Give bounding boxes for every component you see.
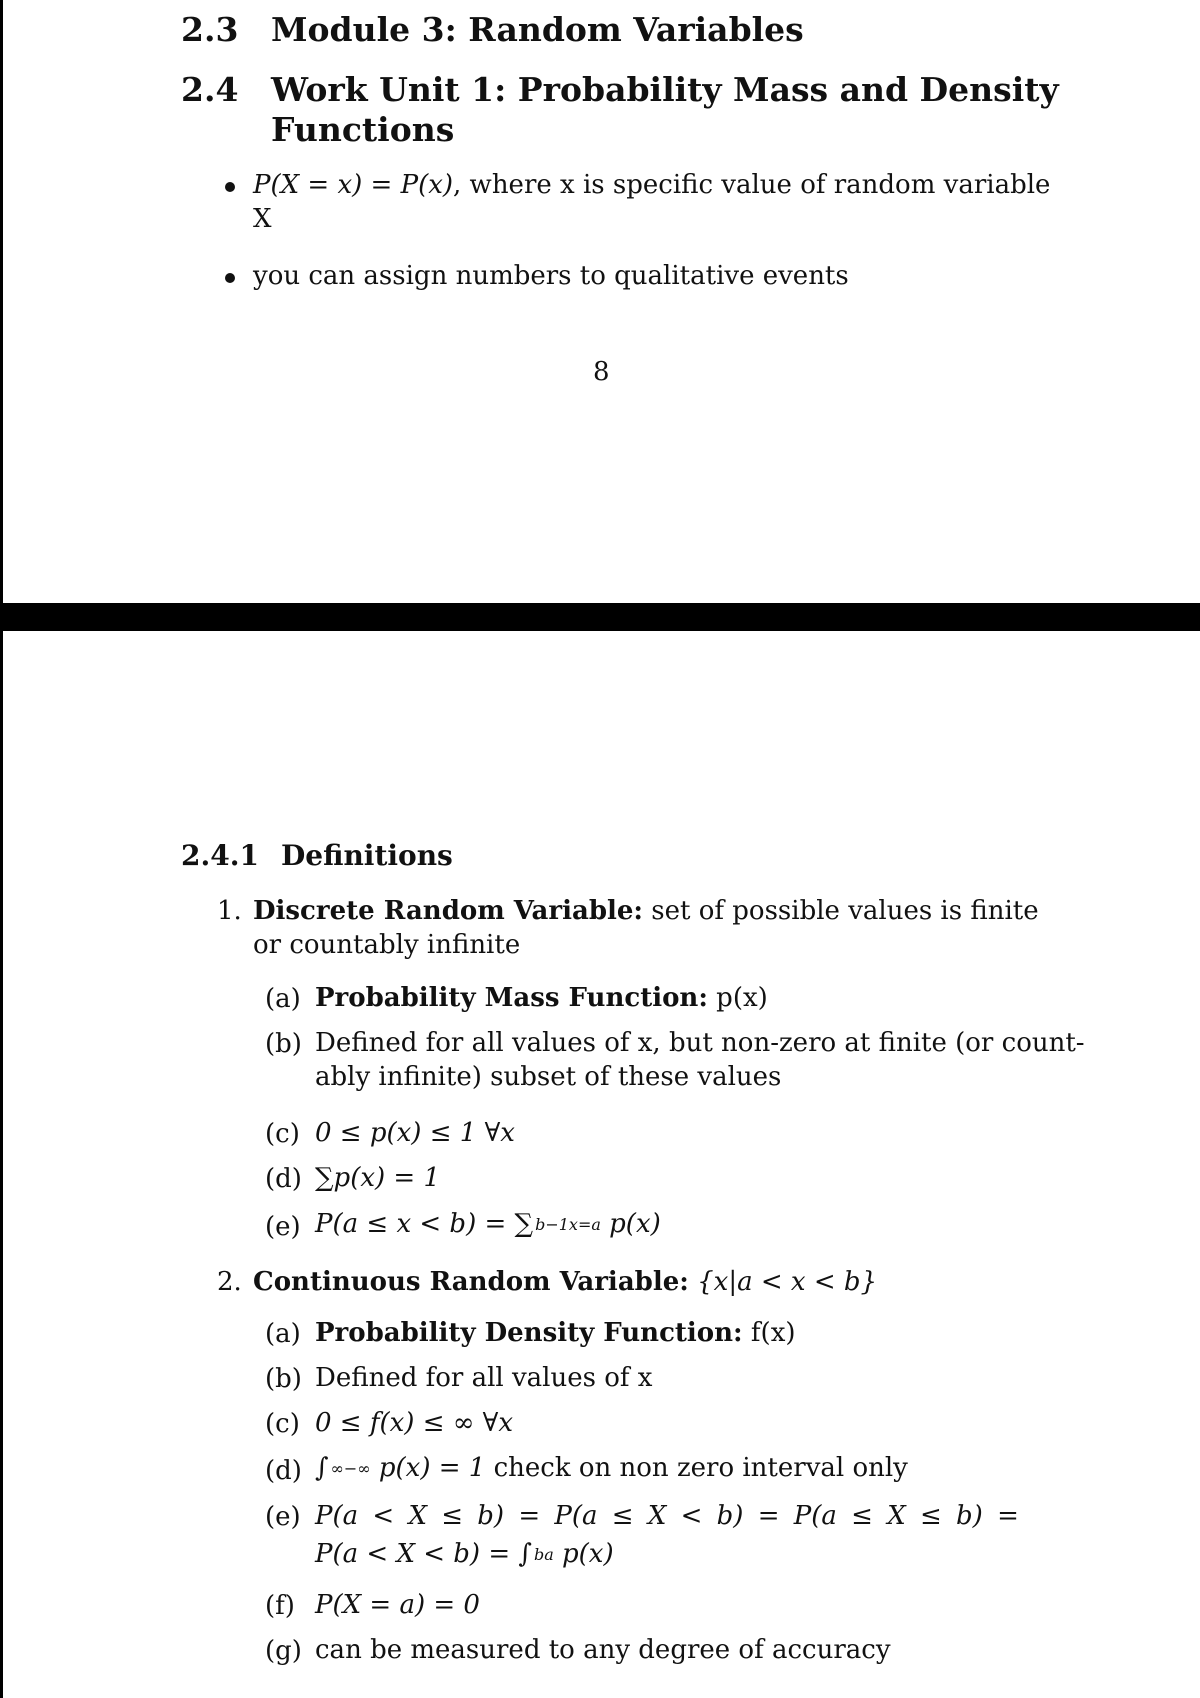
bullet-1-text: , where x is specific value of random variable bbox=[453, 170, 1051, 200]
integral-upper-limit: ∞ bbox=[330, 1459, 344, 1478]
item-2f-formula: P(X = a) = 0 bbox=[315, 1590, 480, 1620]
integral-sign: ∫ bbox=[315, 1453, 329, 1483]
section-2-4-title-line2: Functions bbox=[271, 110, 455, 149]
item-2b-text: Defined for all values of x bbox=[315, 1363, 653, 1393]
integral-lower-limit: a bbox=[544, 1545, 554, 1564]
item-2f-label: (f) bbox=[265, 1591, 295, 1621]
item-1c-math bbox=[315, 1116, 515, 1150]
integral-lower-limit: −∞ bbox=[343, 1459, 371, 1478]
bullet-1-line2: X bbox=[253, 204, 272, 234]
item-1c-label: (c) bbox=[265, 1119, 300, 1149]
subsection-title: Definitions bbox=[281, 839, 453, 872]
page-number: 8 bbox=[593, 357, 610, 387]
item-2e-formula-2-left: P(a < X < b) = ∫ bbox=[315, 1539, 532, 1569]
item-2d-label: (d) bbox=[265, 1456, 302, 1486]
item-2a-label: (a) bbox=[265, 1319, 301, 1349]
item-1e-limits bbox=[535, 1215, 601, 1234]
item-2d-formula: p(x) = 1 bbox=[370, 1453, 486, 1483]
item-1-title: Discrete Random Variable: bbox=[253, 896, 644, 926]
item-2-math: {x|a < x < b} bbox=[688, 1267, 878, 1297]
item-2b-label: (b) bbox=[265, 1364, 302, 1394]
page-top bbox=[0, 0, 1200, 603]
item-2-number: 2. bbox=[217, 1267, 242, 1297]
item-2e-label: (e) bbox=[265, 1502, 301, 1532]
item-2a-text bbox=[315, 1316, 796, 1350]
sum-upper-limit: b−1 bbox=[535, 1215, 569, 1234]
item-1d-formula: ∑p(x) = 1 bbox=[315, 1163, 441, 1193]
item-1a-text bbox=[315, 981, 768, 1015]
item-2f-math bbox=[315, 1588, 480, 1622]
section-2-4-number: 2.4 bbox=[181, 70, 239, 109]
item-2d-math bbox=[315, 1451, 908, 1485]
page-separator bbox=[0, 603, 1200, 631]
item-1e-formula-left: P(a ≤ x < b) = ∑ bbox=[315, 1209, 534, 1239]
item-1c-formula: 0 ≤ p(x) ≤ 1 ∀x bbox=[315, 1118, 515, 1148]
item-1b-line2: ably infinite) subset of these values bbox=[315, 1062, 782, 1092]
item-2e-formula-1: P(a < X ≤ b) = P(a ≤ X < b) = P(a ≤ X ≤ b) = bbox=[315, 1501, 1019, 1531]
item-2e-limits bbox=[533, 1545, 554, 1564]
item-1e-label: (e) bbox=[265, 1212, 301, 1242]
item-2e-line1 bbox=[315, 1499, 1019, 1533]
item-1b-label: (b) bbox=[265, 1029, 302, 1059]
bullet-1-line1 bbox=[253, 168, 1050, 202]
item-1-line1 bbox=[253, 894, 1039, 928]
item-1-desc: set of possible values is finite bbox=[643, 896, 1039, 926]
item-2c-formula: 0 ≤ f(x) ≤ ∞ ∀x bbox=[315, 1408, 514, 1438]
item-2d-limits bbox=[330, 1459, 371, 1478]
item-1e-math bbox=[315, 1207, 661, 1241]
item-1b-line1: Defined for all values of x, but non-zero at finite (or count- bbox=[315, 1028, 1085, 1058]
integral-upper-limit: b bbox=[533, 1545, 545, 1564]
item-2e-formula-2-right: p(x) bbox=[553, 1539, 614, 1569]
item-2a-bold: Probability Density Function: bbox=[315, 1318, 743, 1348]
subsection-number: 2.4.1 bbox=[181, 839, 259, 872]
item-1a-bold: Probability Mass Function: bbox=[315, 983, 708, 1013]
item-1e-formula-right: p(x) bbox=[600, 1209, 661, 1239]
section-2-3-title: Module 3: Random Variables bbox=[271, 10, 804, 49]
item-1a-value: p(x) bbox=[707, 983, 768, 1013]
item-2c-math bbox=[315, 1406, 513, 1440]
item-2g-label: (g) bbox=[265, 1636, 302, 1666]
item-2-title: Continuous Random Variable: bbox=[253, 1267, 689, 1297]
item-1-line2: or countably infinite bbox=[253, 930, 521, 960]
item-2-line1 bbox=[253, 1265, 877, 1299]
item-2g-text: can be measured to any degree of accuracy bbox=[315, 1635, 891, 1665]
bullet-2-text: you can assign numbers to qualitative events bbox=[253, 261, 849, 291]
item-2c-label: (c) bbox=[265, 1409, 300, 1439]
sum-lower-limit: x=a bbox=[568, 1215, 601, 1234]
item-1d-math bbox=[315, 1161, 440, 1195]
page-bottom bbox=[0, 631, 1200, 1698]
bullet-dot bbox=[225, 273, 235, 283]
item-1d-label: (d) bbox=[265, 1164, 302, 1194]
item-1-number: 1. bbox=[217, 896, 242, 926]
section-2-3-number: 2.3 bbox=[181, 10, 239, 49]
bullet-dot bbox=[225, 182, 235, 192]
item-2e-line2 bbox=[315, 1537, 614, 1571]
bullet-1-math: P(X = x) = P(x) bbox=[253, 170, 454, 200]
item-2d-text: check on non zero interval only bbox=[485, 1453, 908, 1483]
item-2a-value: f(x) bbox=[742, 1318, 796, 1348]
section-2-4-title-line1: Work Unit 1: Probability Mass and Density bbox=[271, 70, 1059, 109]
item-1a-label: (a) bbox=[265, 984, 301, 1014]
